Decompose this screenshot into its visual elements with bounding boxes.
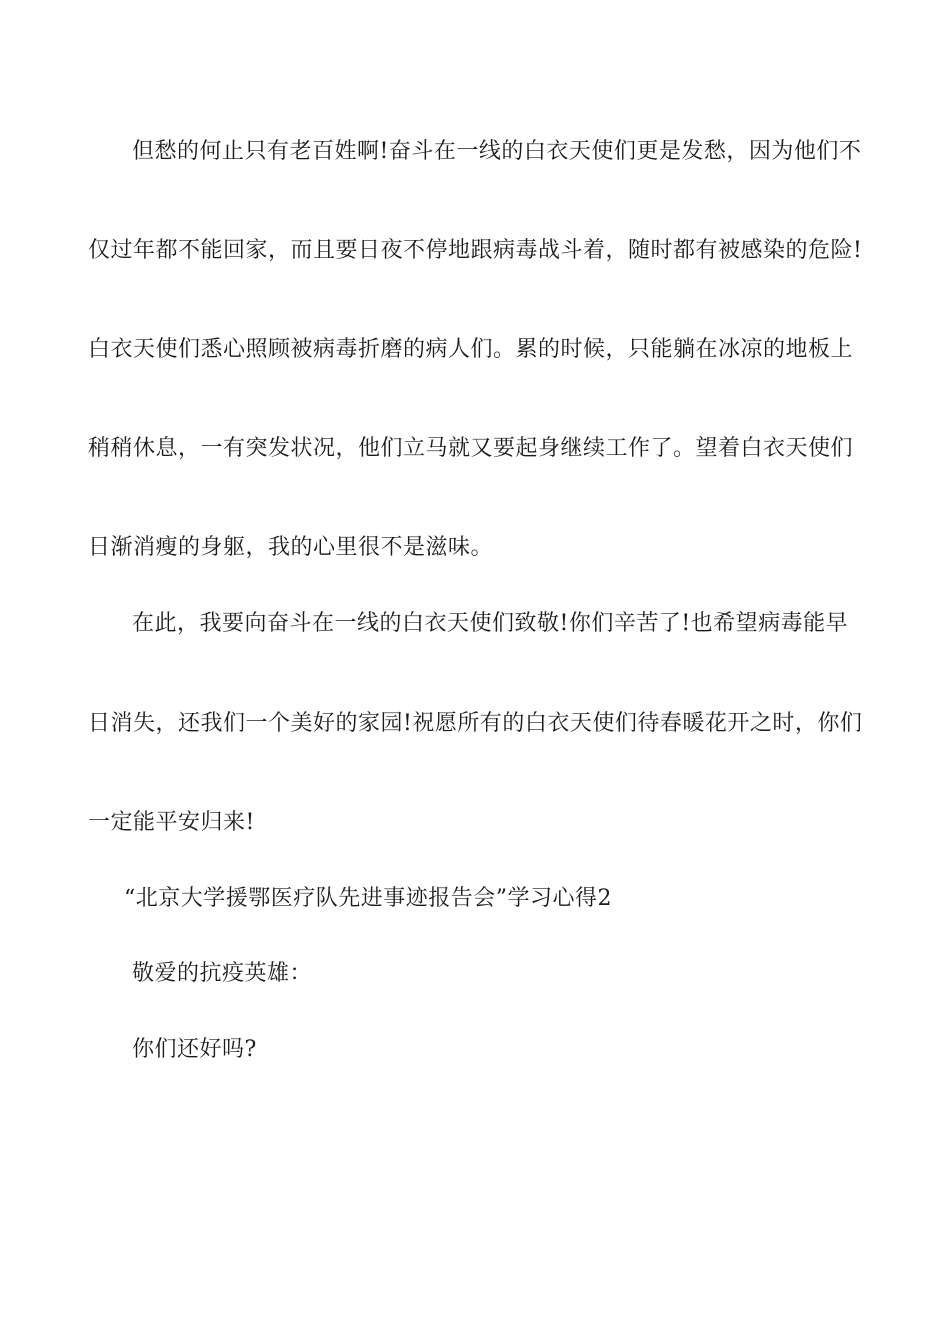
paragraph-2-line-3: 一定能平安归来! <box>88 810 255 835</box>
paragraph-2-line-2: 日消失，还我们一个美好的家园!祝愿所有的白衣天使们待春暖花开之时，你们 <box>88 711 863 736</box>
paragraph-1-line-1: 但愁的何止只有老百姓啊!奋斗在一线的白衣天使们更是发愁，因为他们不 <box>132 139 862 164</box>
greeting: 你们还好吗? <box>132 1037 257 1062</box>
section-title: “北京大学援鄂医疗队先进事迹报告会”学习心得2 <box>124 886 612 911</box>
paragraph-1-line-2: 仅过年都不能回家，而且要日夜不停地跟病毒战斗着，随时都有被感染的危险! <box>88 238 863 263</box>
paragraph-1-line-3: 白衣天使们悉心照顾被病毒折磨的病人们。累的时候，只能躺在冰凉的地板上 <box>88 337 854 362</box>
paragraph-1-line-5: 日渐消瘦的身躯，我的心里很不是滋味。 <box>88 535 494 560</box>
paragraph-2-line-1: 在此，我要向奋斗在一线的白衣天使们致敬!你们辛苦了!也希望病毒能早 <box>132 611 849 636</box>
salutation: 敬爱的抗疫英雄： <box>132 961 313 986</box>
paragraph-1-line-4: 稍稍休息，一有突发状况，他们立马就又要起身继续工作了。望着白衣天使们 <box>88 436 854 461</box>
